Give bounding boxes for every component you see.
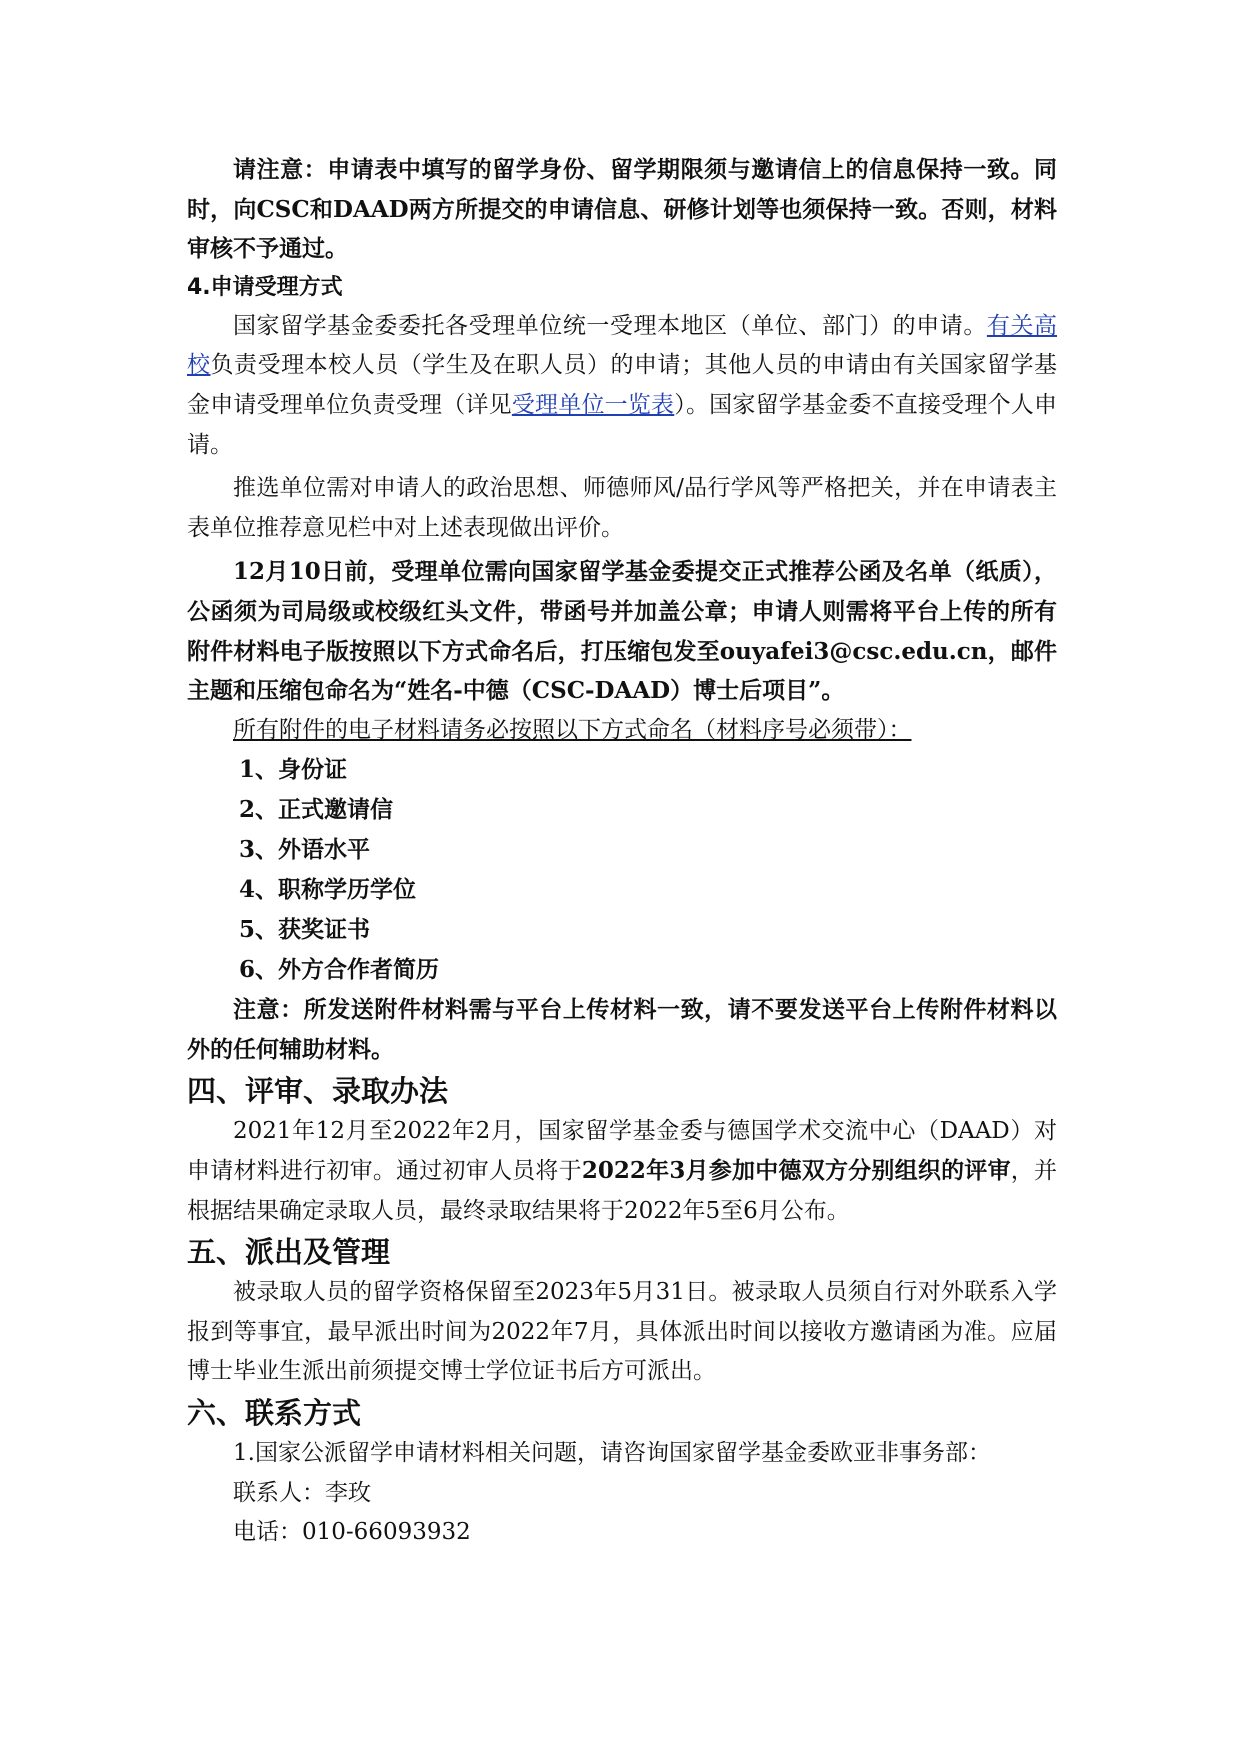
review-text-1: 2021年12月至2022年2月，国家留学基金委与德国学术交流中心（DAAD）对申请材料进行初审。通过初审人员将于 (187, 1117, 1057, 1185)
list-item: 5、获奖证书 (239, 916, 371, 944)
naming-instructions (187, 711, 1057, 751)
acceptance-text-2: 负责受理本校人员（学生及在职人员）的申请；其他人员的申请由有关国家留学基金申请受理单位负责受理（详见 (187, 352, 1058, 418)
heading-application-acceptance: 4.申请受理方式 (187, 274, 343, 300)
heading-review-admission: 四、评审、录取办法 (187, 1073, 449, 1108)
contact-person: 联系人：李玫 (233, 1479, 371, 1506)
paragraph-acceptance-units (187, 307, 1057, 465)
list-item: 3、外语水平 (239, 836, 371, 864)
note-attachments: 注意：所发送附件材料需与平台上传材料一致，请不要发送平台上传附件材料以外的任何辅助材料。 (187, 996, 1057, 1063)
link-relevant-universities[interactable]: 有关高校 (187, 312, 1058, 379)
list-item: 6、外方合作者简历 (239, 956, 440, 984)
list-item: 2、正式邀请信 (239, 796, 394, 824)
acceptance-text-1: 国家留学基金委委托各受理单位统一受理本地区（单位、部门）的申请。 (233, 312, 987, 339)
naming-intro: 所有附件的电子材料请务必按照以下方式命名（材料序号必须带）： (233, 716, 912, 743)
review-text-bold: 2022年3月参加中德双方分别组织的评审 (581, 1157, 1011, 1185)
link-acceptance-unit-list[interactable]: 受理单位一览表 (511, 391, 675, 418)
review-text-2: ，并根据结果确定录取人员，最终录取结果将于2022年5至6月公布。 (187, 1158, 1057, 1224)
heading-dispatch-management: 五、派出及管理 (187, 1235, 391, 1270)
heading-contact: 六、联系方式 (187, 1396, 362, 1431)
paragraph-dispatch: 被录取人员的留学资格保留至2023年5月31日。被录取人员须自行对外联系入学报到等事宜，最早派出时间为2022年7月，具体派出时间以接收方邀请函为准。应届博士毕业生派出前须提交博士学位证书后方可派出。 (187, 1279, 1057, 1385)
list-item: 1、身份证 (239, 756, 348, 784)
paragraph-deadline-submission: 12月10日前，受理单位需向国家留学基金委提交正式推荐公函及名单（纸质），公函须为司局级或校级红头文件，带函号并加盖公章；申请人则需将平台上传的所有附件材料电子版按照以下方式命名后，打压缩包发至ouyafei3@csc.edu.cn，邮件主题和压缩包命名为“姓名-中德（CSC-DAAD）博士后项目”。 (187, 558, 1057, 705)
paragraph-review (187, 1112, 1057, 1232)
document-page (187, 150, 1057, 1553)
note-consistency: 请注意：申请表中填写的留学身份、留学期限须与邀请信上的信息保持一致。同时，向CSC和DAAD两方所提交的申请信息、研修计划等也须保持一致。否则，材料审核不予通过。 (187, 156, 1057, 263)
contact-phone: 电话：010-66093932 (233, 1519, 471, 1546)
list-item: 4、职称学历学位 (239, 876, 417, 904)
attachment-list (187, 750, 1057, 990)
paragraph-recommendation-review: 推选单位需对申请人的政治思想、师德师风/品行学风等严格把关，并在申请表主表单位推荐意见栏中对上述表现做出评价。 (187, 475, 1057, 541)
contact-line-1: 1.国家公派留学申请材料相关问题，请咨询国家留学基金委欧亚非事务部： (233, 1440, 991, 1467)
acceptance-text-3: ）。国家留学基金委不直接受理个人申请。 (187, 391, 1058, 458)
